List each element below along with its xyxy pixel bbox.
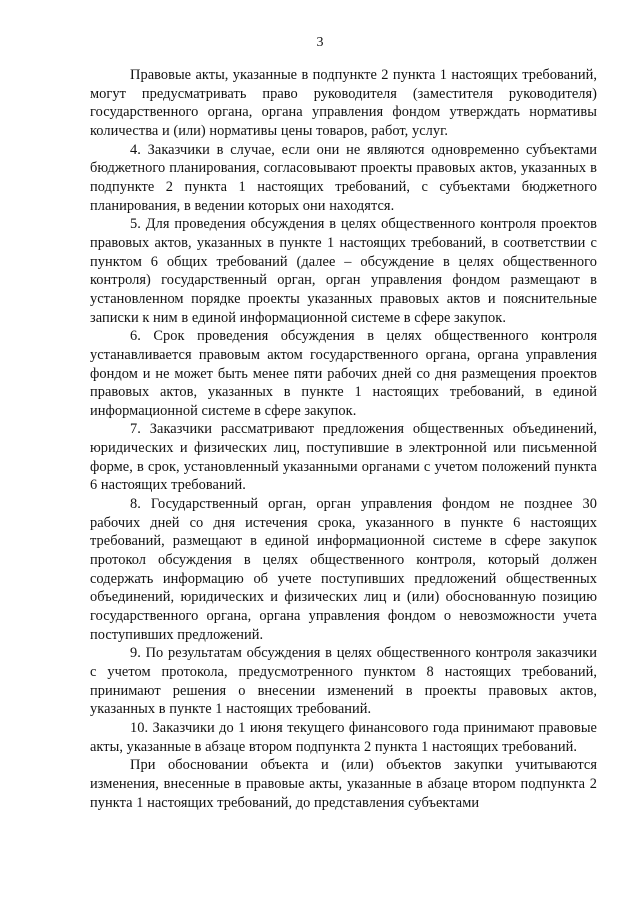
paragraph-justification: При обосновании объекта и (или) объектов закупки учитываются изменения, внесенные в правовые акты, указанные в абзаце втором подпункта 2 пункта 1 настоящих требований, до представления субъектами [90,757,597,811]
paragraph-item-4: 4. Заказчики в случае, если они не являются одновременно субъектами бюджетного планирования, согласовывают проекты правовых актов, указанных в подпункте 2 пункта 1 настоящих требований, с субъектами бюджетного планирования, в ведении которых они находятся. [90,141,597,214]
paragraph-legal-acts-rights: Правовые акты, указанные в подпункте 2 пункта 1 настоящих требований, могут предусматривать право руководителя (заместителя руководителя) государственного органа, органа управления фондом утверждать нормативы количества и (или) нормативы цены товаров, работ, услуг. [90,67,597,139]
document-body [90,66,597,812]
paragraph-item-5: 5. Для проведения обсуждения в целях общественного контроля проектов правовых актов, указанных в пункте 1 настоящих требований, в соответствии с пунктом 6 общих требований (далее – обсуждение в целях общественного контроля) государственный орган, орган управления фондом размещают в установленном порядке проекты указанных правовых актов и пояснительные записки к ним в единой информационной системе в сфере закупок. [90,216,597,326]
paragraph-item-8: 8. Государственный орган, орган управления фондом не позднее 30 рабочих дней со дня истечения срока, указанного в пункте 6 настоящих требований, размещают в единой информационной системе в сфере закупок протокол обсуждения в целях общественного контроля, который должен содержать информацию об учете поступивших предложений общественных объединений, юридических и физических лиц и (или) обоснованную позицию государственного органа, органа управления фондом о невозможности учета поступивших предложений. [90,496,597,643]
paragraph-item-7: 7. Заказчики рассматривают предложения общественных объединений, юридических и физических лиц, поступившие в электронной или письменной форме, в срок, установленный указанными органами с учетом положений пункта 6 настоящих требований. [90,421,597,494]
paragraph-item-6: 6. Срок проведения обсуждения в целях общественного контроля устанавливается правовым актом государственного органа, органа управления фондом и не может быть менее пяти рабочих дней со дня размещения проектов правовых актов, указанных в пункте 1 настоящих требований, в единой информационной системе в сфере закупок. [90,328,597,419]
page-number: 3 [316,35,324,50]
paragraph-item-9: 9. По результатам обсуждения в целях общественного контроля заказчики с учетом протокола, предусмотренного пунктом 8 настоящих требований, принимают решения о внесении изменений в проекты правовых актов, указанных в пункте 1 настоящих требований. [90,645,597,718]
paragraph-item-10: 10. Заказчики до 1 июня текущего финансового года принимают правовые акты, указанные в абзаце втором подпункта 2 пункта 1 настоящих требований. [90,719,597,755]
